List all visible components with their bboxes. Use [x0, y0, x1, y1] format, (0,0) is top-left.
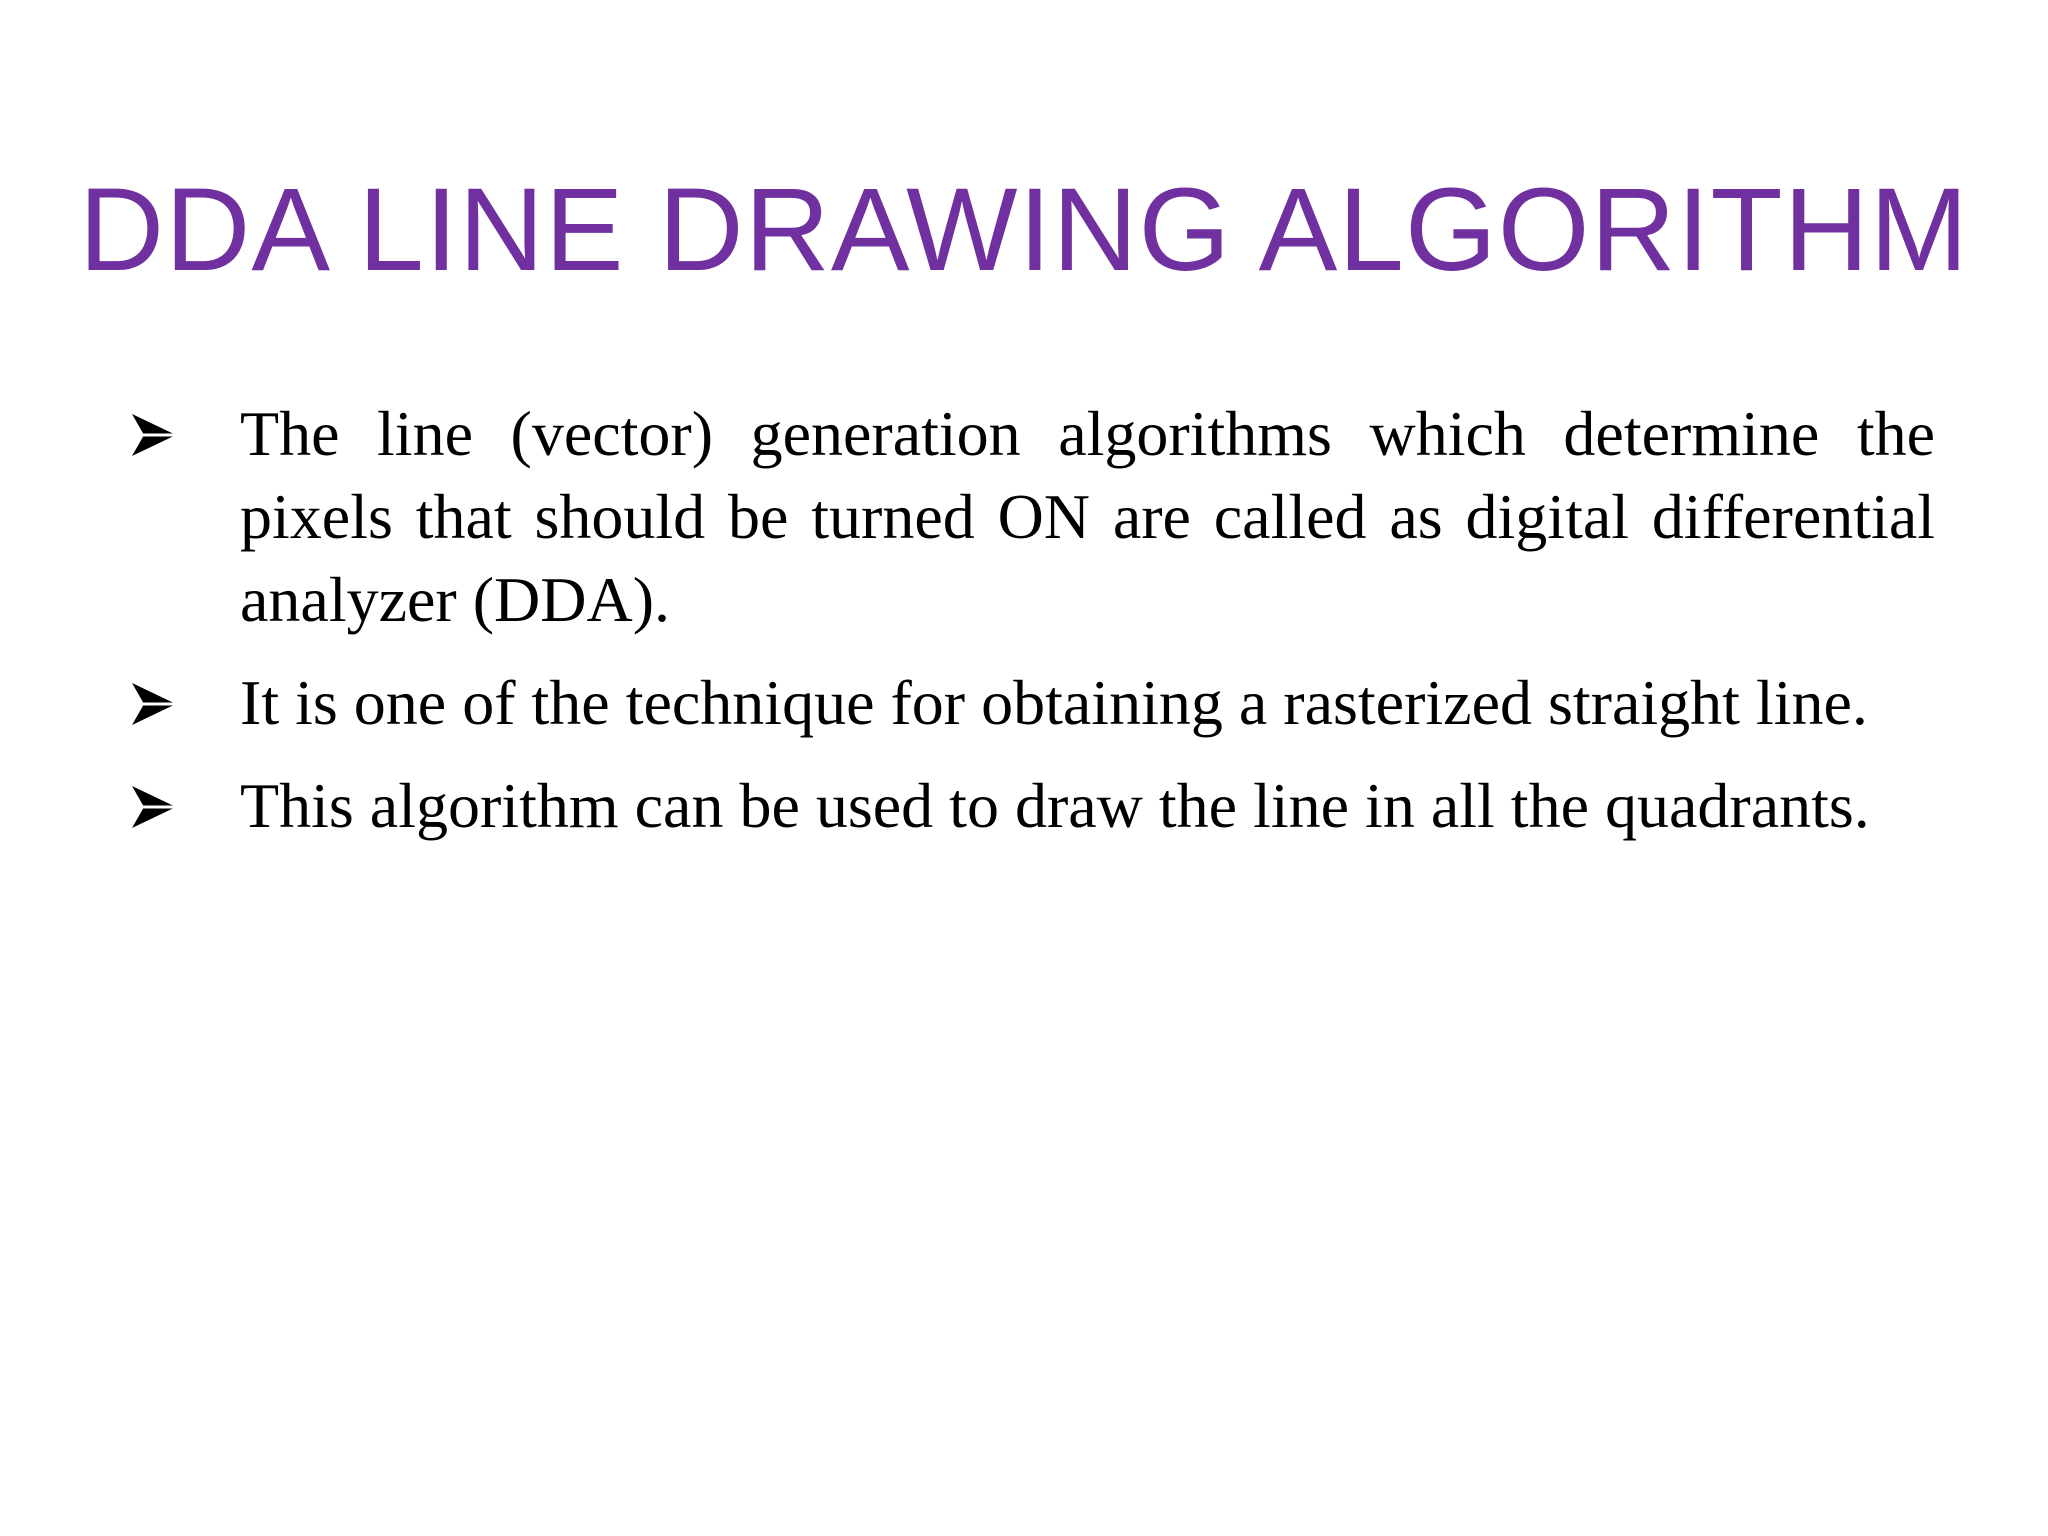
slide-title: DDA LINE DRAWING ALGORITHM: [78, 164, 1970, 296]
arrowhead-bullet-icon: [130, 784, 178, 830]
bullet-item: [120, 764, 1935, 847]
bullet-list: [120, 392, 1935, 867]
bullet-text: It is one of the technique for obtaining a rasterized straight line.: [240, 667, 1868, 738]
bullet-text: The line (vector) generation algorithms which determine the pixels that should be turned ON are called as digital differential analyzer (DDA).: [240, 398, 1935, 635]
bullet-item: [120, 661, 1935, 744]
arrowhead-bullet-icon: [130, 412, 178, 458]
bullet-text: This algorithm can be used to draw the line in all the quadrants.: [240, 770, 1870, 841]
bullet-item: [120, 392, 1935, 641]
arrowhead-bullet-icon: [130, 681, 178, 727]
